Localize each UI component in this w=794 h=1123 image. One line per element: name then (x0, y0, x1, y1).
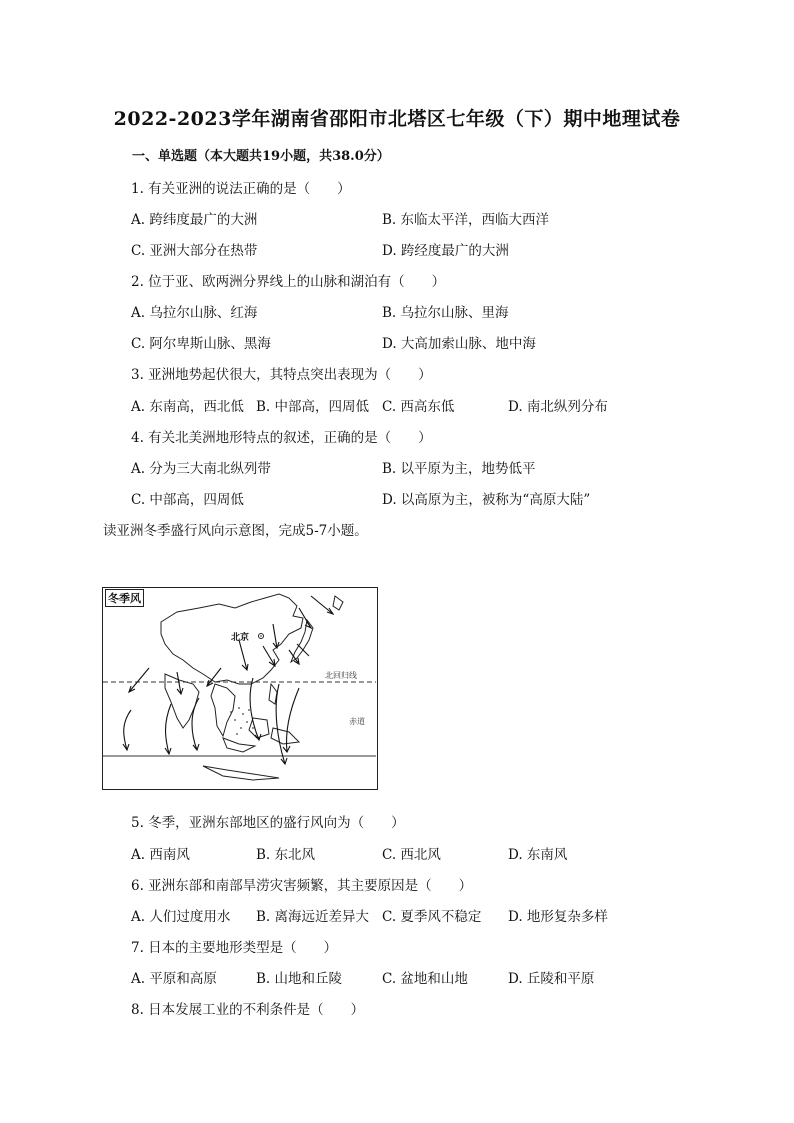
question-6-stem: 6. 亚洲东部和南部旱涝灾害频繁，其主要原因是（ ） (131, 878, 473, 894)
q2-option-a: A. 乌拉尔山脉、红海 (131, 305, 258, 321)
exam-title: 2022-2023学年湖南省邵阳市北塔区七年级（下）期中地理试卷 (113, 108, 681, 130)
q7-option-d: D. 丘陵和平原 (508, 971, 595, 987)
q3-option-a: A. 东南高，西北低 (131, 399, 244, 415)
question-5-stem: 5. 冬季，亚洲东部地区的盛行风向为（ ） (131, 815, 405, 831)
question-1-stem: 1. 有关亚洲的说法正确的是（ ） (131, 181, 351, 197)
q4-option-c: C. 中部高，四周低 (131, 492, 244, 508)
q5-option-b: B. 东北风 (256, 847, 316, 863)
question-7-stem: 7. 日本的主要地形类型是（ ） (131, 940, 338, 956)
q3-option-d: D. 南北纵列分布 (508, 399, 608, 415)
q7-option-b: B. 山地和丘陵 (256, 971, 343, 987)
map-drawing (103, 588, 376, 788)
q7-option-a: A. 平原和高原 (131, 971, 217, 987)
q6-option-b: B. 离海远近差异大 (256, 909, 370, 925)
section-heading: 一、单选题（本大题共19小题，共38.0分） (132, 149, 390, 164)
q3-option-b: B. 中部高，四周低 (256, 399, 370, 415)
map-title-winter-monsoon: 冬季风 (105, 589, 144, 607)
q2-option-b: B. 乌拉尔山脉、里海 (382, 305, 509, 321)
q4-option-b: B. 以平原为主，地势低平 (382, 461, 536, 477)
q6-option-c: C. 夏季风不稳定 (382, 909, 482, 925)
q1-option-d: D. 跨经度最广的大洲 (382, 243, 509, 259)
reading-instruction: 读亚洲冬季盛行风向示意图，完成5-7小题。 (103, 523, 368, 539)
q1-option-b: B. 东临太平洋，西临大西洋 (382, 212, 550, 228)
q5-option-c: C. 西北风 (382, 847, 441, 863)
q2-option-c: C. 阿尔卑斯山脉、黑海 (131, 336, 271, 352)
question-3-stem: 3. 亚洲地势起伏很大，其特点突出表现为（ ） (131, 367, 432, 383)
map-label-equator: 赤道 (349, 717, 365, 726)
q5-option-a: A. 西南风 (131, 847, 190, 863)
question-2-stem: 2. 位于亚、欧两洲分界线上的山脉和湖泊有（ ） (131, 274, 446, 290)
q2-option-d: D. 大高加索山脉、地中海 (382, 336, 536, 352)
question-4-stem: 4. 有关北美洲地形特点的叙述，正确的是（ ） (131, 430, 432, 446)
winter-monsoon-map (102, 587, 378, 790)
q4-option-a: A. 分为三大南北纵列带 (131, 461, 271, 477)
map-label-beijing: 北京 (231, 633, 250, 643)
q6-option-a: A. 人们过度用水 (131, 909, 231, 925)
q6-option-d: D. 地形复杂多样 (508, 909, 608, 925)
q7-option-c: C. 盆地和山地 (382, 971, 468, 987)
question-8-stem: 8. 日本发展工业的不利条件是（ ） (131, 1002, 365, 1018)
q1-option-a: A. 跨纬度最广的大洲 (131, 212, 258, 228)
q4-option-d: D. 以高原为主，被称为“高原大陆” (382, 492, 591, 508)
q1-option-c: C. 亚洲大部分在热带 (131, 243, 258, 259)
q5-option-d: D. 东南风 (508, 847, 568, 863)
q3-option-c: C. 西高东低 (382, 399, 455, 415)
map-label-tropic-of-cancer: 北回归线 (325, 671, 357, 680)
